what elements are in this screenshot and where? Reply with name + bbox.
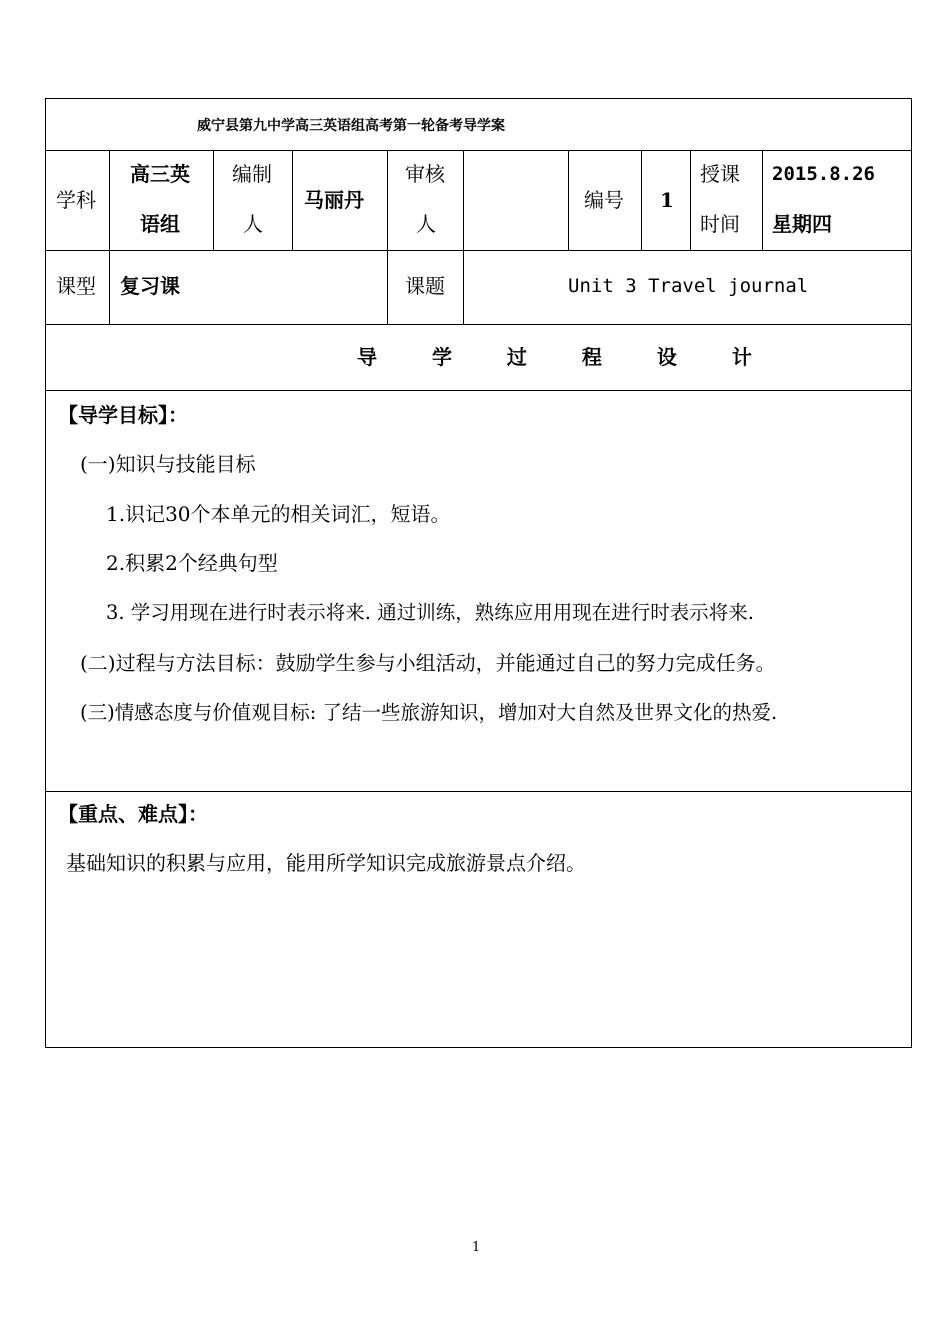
subject-label: 学科	[56, 188, 96, 212]
number-label: 编号	[584, 188, 624, 212]
topic-value: Unit 3 Travel journal	[568, 275, 809, 297]
editor-value: 马丽丹	[304, 188, 364, 212]
editor-label-line1: 编制	[232, 162, 272, 186]
document-title: 威宁县第九中学高三英语组高考第一轮备考导学案	[197, 118, 505, 134]
lesson-type-value: 复习课	[120, 274, 180, 298]
column-divider	[292, 150, 293, 250]
row-divider	[45, 791, 912, 792]
key-points-heading: 【重点、难点】：	[58, 802, 208, 826]
class-time-label-line1: 授课	[700, 162, 740, 186]
editor-label-line2: 人	[243, 212, 263, 236]
column-divider	[109, 250, 110, 324]
row-divider	[45, 250, 912, 251]
column-divider	[213, 150, 214, 250]
date-value: 2015.8.26	[772, 163, 875, 185]
column-divider	[109, 150, 110, 250]
column-divider	[463, 250, 464, 324]
key-points-content: 基础知识的积累与应用，能用所学知识完成旅游景点介绍。	[66, 851, 586, 875]
row-divider	[45, 324, 912, 325]
objective-item: 3. 学习用现在进行时表示将来. 通过训练，熟练应用用现在进行时表示将来.	[106, 601, 754, 624]
section-title: 导 学 过 程 设 计	[357, 345, 776, 369]
objective-item: 1.识记30个本单元的相关词汇，短语。	[106, 502, 451, 526]
emotion-objective: (三)情感态度与价值观目标: 了结一些旅游知识，增加对大自然及世界文化的热爱.	[80, 701, 778, 724]
reviewer-label-line2: 人	[416, 212, 436, 236]
column-divider	[568, 150, 569, 250]
class-time-label-line2: 时间	[700, 212, 740, 236]
column-divider	[387, 250, 388, 324]
knowledge-objective-heading: (一)知识与技能目标	[80, 452, 256, 476]
topic-label: 课题	[405, 274, 445, 298]
column-divider	[762, 150, 763, 250]
row-divider	[45, 390, 912, 391]
objective-item: 2.积累2个经典句型	[106, 551, 278, 575]
column-divider	[463, 150, 464, 250]
lesson-type-label: 课型	[56, 274, 96, 298]
weekday-value: 星期四	[772, 212, 832, 236]
reviewer-label-line1: 审核	[405, 162, 445, 186]
column-divider	[690, 150, 691, 250]
subject-value-line1: 高三英	[130, 162, 190, 186]
objectives-heading: 【导学目标】：	[58, 403, 188, 427]
column-divider	[387, 150, 388, 250]
subject-value-line2: 语组	[140, 212, 180, 236]
row-divider	[45, 150, 912, 151]
process-objective: (二)过程与方法目标：鼓励学生参与小组活动，并能通过自己的努力完成任务。	[80, 651, 776, 675]
page-number: 1	[472, 1240, 481, 1255]
number-value: 1	[660, 188, 674, 212]
column-divider	[641, 150, 642, 250]
